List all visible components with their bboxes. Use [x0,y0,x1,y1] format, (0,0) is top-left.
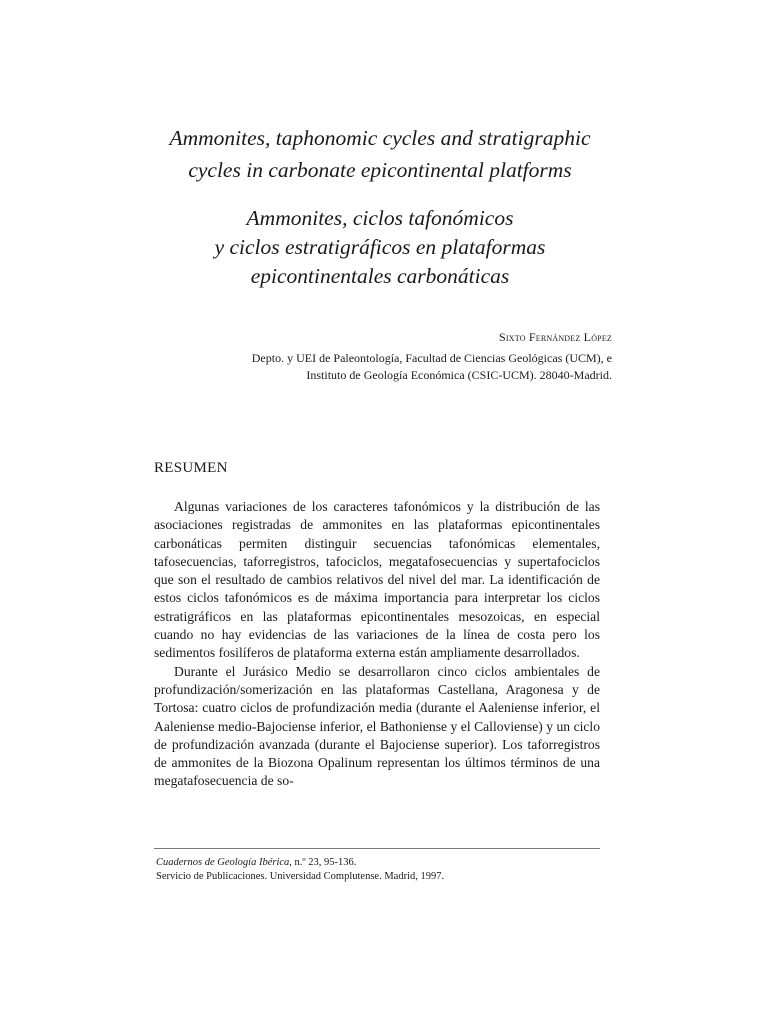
affiliation-line: Instituto de Geología Económica (CSIC-UCM). 28040-Madrid. [306,368,612,382]
title-spanish-line: Ammonites, ciclos tafonómicos [246,206,514,230]
abstract-paragraph: Algunas variaciones de los caracteres tafonómicos y la distribución de las asociaciones registradas de ammonites en las plataformas epicontinentales carbonáticas permiten distinguir secuencias tafonómicas elementales, tafosecuencias, taforregistros, tafociclos, megatafosecuencias y supertafociclos que son el resultado de cambios relativos del nivel del mar. La identificación de estos ciclos tafonómicos es de máxima importancia para interpretar los ciclos estratigráficos en las plataformas epicontinentales mesozoicas, en especial cuando no hay evidencias de las variaciones de la línea de costa pero los sedimentos fosilíferos de plataforma externa están ampliamente desarrollados. [154,499,600,661]
affiliation-line: Depto. y UEI de Paleontología, Facultad de Ciencias Geológicas (UCM), e [251,351,612,365]
abstract-body [154,498,600,791]
publisher-line: Servicio de Publicaciones. Universidad Complutense. Madrid, 1997. [156,871,445,882]
author-affiliation [182,350,612,384]
section-heading-resumen: RESUMEN [154,460,228,476]
title-english [100,122,660,186]
journal-citation [156,856,444,870]
title-english-line: Ammonites, taphonomic cycles and stratigraphic [169,126,591,150]
publication-footer [156,856,444,884]
author-name: Sixto Fernández López [499,330,612,344]
title-spanish-line: epicontinentales carbonáticas [250,264,510,288]
title-spanish [100,204,660,291]
title-english-line: cycles in carbonate epicontinental platforms [188,158,572,182]
journal-issue-pages: , n.º 23, 95-136. [289,857,357,868]
footnote-divider [154,848,600,849]
journal-name: Cuadernos de Geología Ibérica [156,857,290,868]
title-spanish-line: y ciclos estratigráficos en plataformas [214,235,546,259]
abstract-paragraph: Durante el Jurásico Medio se desarrollaron cinco ciclos ambientales de profundización/somerización en las plataformas Castellana, Aragonesa y de Tortosa: cuatro ciclos de profundización media (durante el Aaleniense inferior, el Aaleniense medio-Bajociense inferior, el Bathoniense y el Calloviense) y un ciclo de profundización avanzada (durante el Bajociense superior). Los taforregistros de ammonites de la Biozona Opalinum representan los últimos términos de una megatafosecuencia de so- [154,663,600,789]
